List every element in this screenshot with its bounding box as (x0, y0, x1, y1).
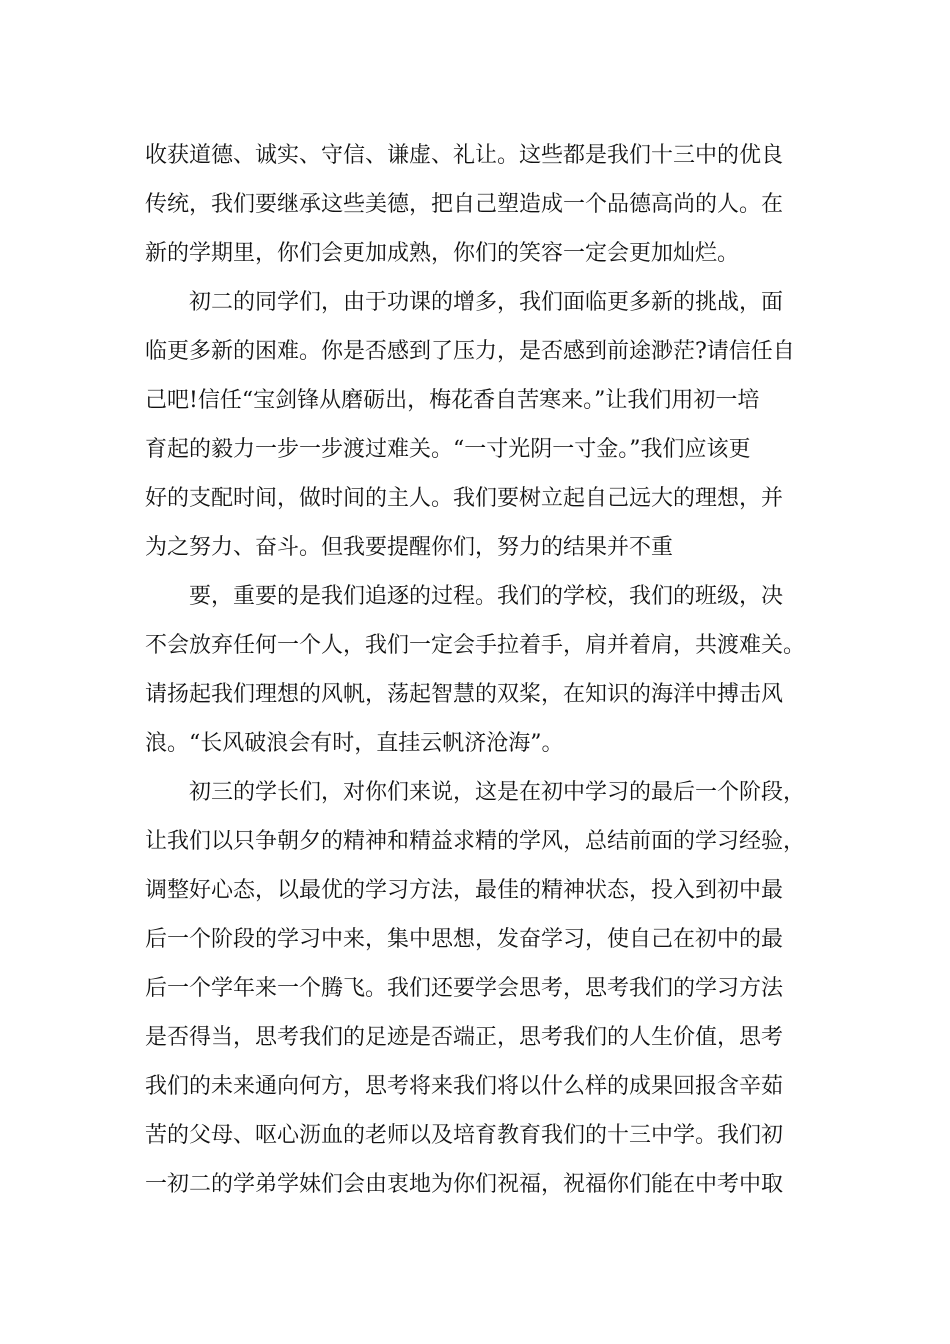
text-line: 传统，我们要继承这些美德，把自己塑造成一个品德高尚的人。在 (145, 192, 784, 217)
text-line: 请扬起我们理想的风帆，荡起智慧的双桨，在知识的海洋中搏击风 (145, 682, 784, 707)
text-line: 新的学期里，你们会更加成熟，你们的笑容一定会更加灿烂。 (145, 241, 740, 266)
paragraph-start-line: 初二的同学们，由于功课的增多，我们面临更多新的挑战，面 (189, 290, 784, 315)
text-line: 好的支配时间，做时间的主人。我们要树立起自己远大的理想，并 (145, 486, 784, 511)
paragraph-start-line: 要，重要的是我们追逐的过程。我们的学校，我们的班级，决 (189, 584, 784, 609)
text-line: 后一个阶段的学习中来，集中思想，发奋学习，使自己在初中的最 (145, 927, 784, 952)
body-text (145, 131, 825, 1209)
paragraph-start-line: 初三的学长们，对你们来说，这是在初中学习的最后一个阶段， (189, 780, 806, 805)
text-line: 后一个学年来一个腾飞。我们还要学会思考，思考我们的学习方法 (145, 976, 784, 1001)
text-line: 苦的父母、呕心沥血的老师以及培育教育我们的十三中学。我们初 (145, 1123, 784, 1148)
text-line: 己吧!信任“宝剑锋从磨砺出，梅花香自苦寒来。”让我们用初一培 (145, 388, 760, 413)
text-line: 为之努力、奋斗。但我要提醒你们，努力的结果并不重 (145, 535, 674, 560)
text-line: 让我们以只争朝夕的精神和精益求精的学风，总结前面的学习经验， (145, 829, 806, 854)
text-line: 浪。“长风破浪会有时，直挂云帆济沧海”。 (145, 731, 564, 756)
text-line: 是否得当，思考我们的足迹是否端正，思考我们的人生价值，思考 (145, 1025, 784, 1050)
text-line: 一初二的学弟学妹们会由衷地为你们祝福，祝福你们能在中考中取 (145, 1172, 784, 1197)
text-line: 不会放弃任何一个人，我们一定会手拉着手，肩并着肩，共渡难关。 (145, 633, 806, 658)
text-line: 收获道德、诚实、守信、谦虚、礼让。这些都是我们十三中的优良 (145, 143, 784, 168)
text-line: 育起的毅力一步一步渡过难关。“一寸光阴一寸金。”我们应该更 (145, 437, 751, 462)
text-line: 我们的未来通向何方，思考将来我们将以什么样的成果回报含辛茹 (145, 1074, 784, 1099)
text-line: 调整好心态，以最优的学习方法，最佳的精神状态，投入到初中最 (145, 878, 784, 903)
text-line: 临更多新的困难。你是否感到了压力，是否感到前途渺茫?请信任自 (145, 339, 795, 364)
